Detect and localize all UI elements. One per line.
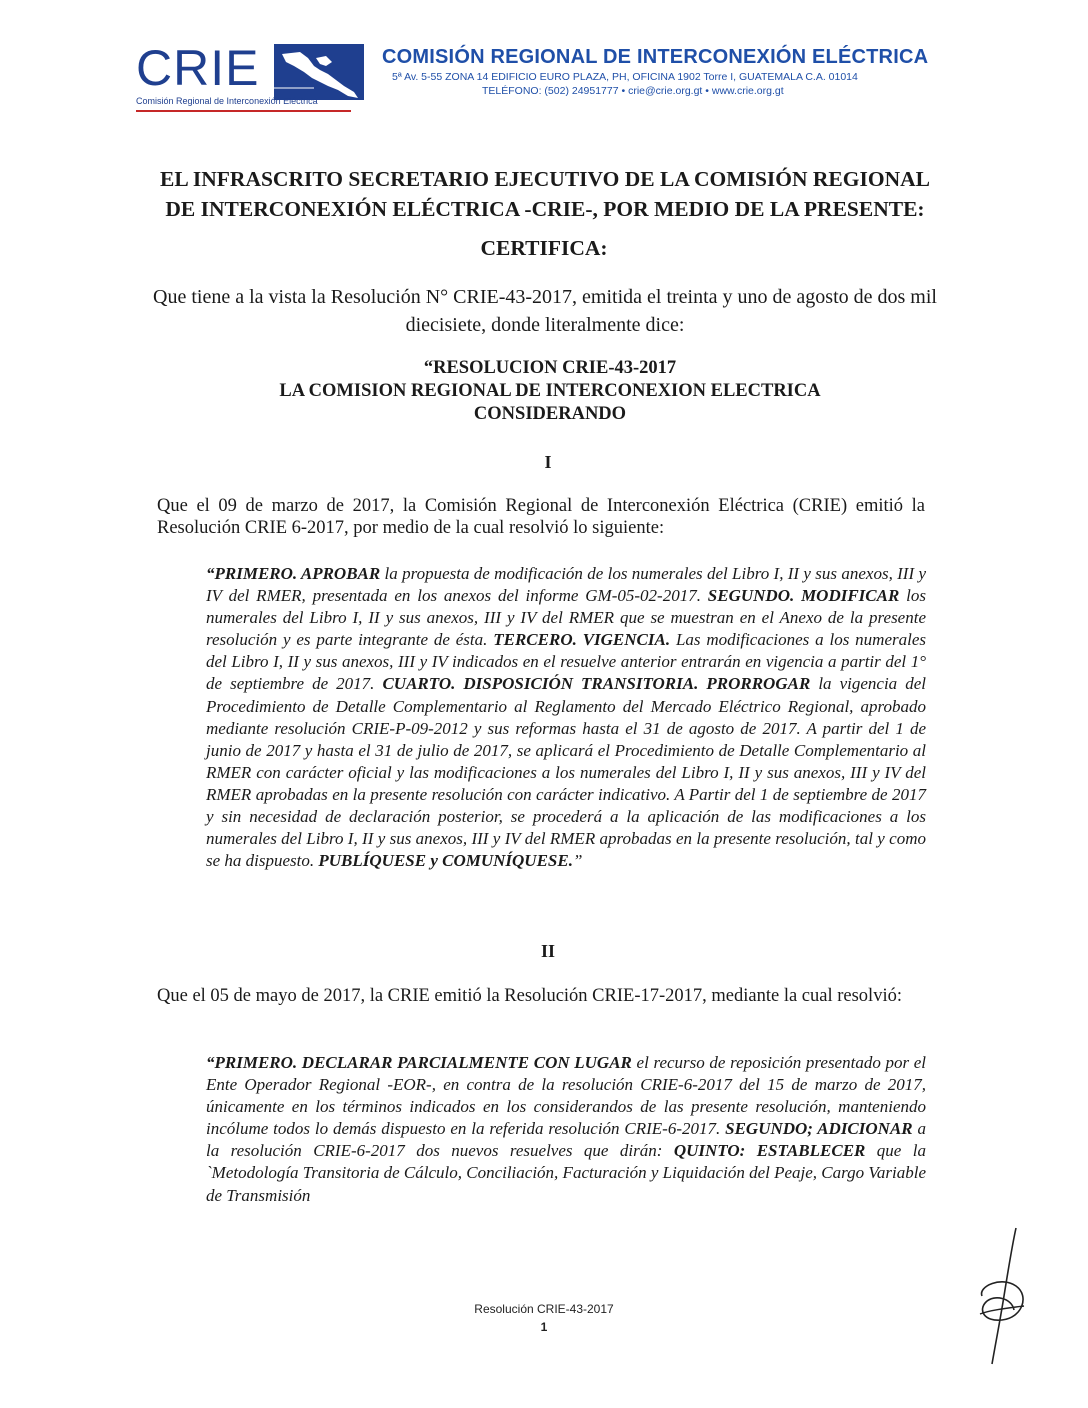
quote-bold: PUBLÍQUESE y COMUNÍQUESE.	[318, 851, 573, 871]
quote-text: los numerales del Libro I, II y sus anexos, III y IV del RMER que se muestran en el Anexo de la presente resolución y es parte integrante de ésta.	[206, 586, 927, 650]
quote-bold: “PRIMERO. APROBAR	[206, 564, 381, 583]
letterhead-info	[382, 46, 962, 97]
section-1-quote	[206, 563, 926, 872]
org-address: 5ª Av. 5-55 ZONA 14 EDIFICIO EURO PLAZA, PH, OFICINA 1902 Torre I, GUATEMALA C.A. 01014	[392, 71, 858, 83]
certifica-heading: CERTIFICA:	[480, 236, 608, 260]
quote-bold: SEGUNDO. MODIFICAR	[707, 586, 900, 606]
quote-bold: QUINTO: ESTABLECER	[673, 1141, 866, 1161]
logo-subtitle: Comisión Regional de Interconexión Eléctrica	[136, 96, 318, 106]
crie-logo	[136, 42, 368, 114]
section-numeral-1: I	[544, 452, 552, 472]
quote-bold: TERCERO. VIGENCIA.	[493, 630, 671, 650]
central-america-map-icon	[274, 44, 364, 100]
quote-text: que la `Metodología Transitoria de Cálculo, Conciliación, Facturación y Liquidación del Peaje, Cargo Variable de Transmisión	[206, 1141, 926, 1205]
commission-name: LA COMISION REGIONAL DE INTERCONEXION ELECTRICA	[279, 381, 821, 401]
considerando-label: CONSIDERANDO	[473, 404, 627, 424]
logo-underline	[136, 110, 351, 112]
quote-text: el recurso de reposición presentado por el Ente Operador Regional -EOR-, en contra de la resolución CRIE-6-2017 del 15 de marzo de 2017, únicamente en los términos indicados en los considerandos de las presente resolución, manteniendo incólume todos lo demás dispuesto en la referida resolución CRIE-6-2017.	[206, 1053, 927, 1139]
intro-paragraph: Que tiene a la vista la Resolución N° CRIE-43-2017, emitida el treinta y uno de agosto de dos mil diecisiete, donde literalmente dice:	[153, 286, 937, 336]
quote-bold: SEGUNDO; ADICIONAR	[725, 1119, 913, 1139]
quote-text: la propuesta de modificación de los numerales del Libro I, II y sus anexos, III y IV del RMER, presentada en los anexos del informe GM-05-02-2017.	[206, 564, 926, 606]
section-2-paragraph: Que el 05 de mayo de 2017, la CRIE emitió la Resolución CRIE-17-2017, mediante la cual resolvió:	[157, 986, 902, 1006]
footer-reference: Resolución CRIE-43-2017	[474, 1302, 614, 1316]
section-numeral-2: II	[540, 941, 555, 961]
section-1-paragraph: Que el 09 de marzo de 2017, la Comisión Regional de Interconexión Eléctrica (CRIE) emitió la Resolución CRIE 6-2017, por medio de la cual resolvió lo siguiente:	[157, 496, 925, 538]
quote-text: a la resolución CRIE-6-2017 dos nuevos resuelves que dirán:	[206, 1119, 926, 1161]
quote-bold: CUARTO. DISPOSICIÓN TRANSITORIA. PRORROGAR	[382, 674, 811, 694]
resolution-number: “RESOLUCION CRIE-43-2017	[423, 358, 677, 378]
org-contact: TELÉFONO: (502) 24951777 • crie@crie.org.gt • www.crie.org.gt	[482, 85, 784, 97]
handwritten-signature	[972, 1226, 1032, 1366]
page-number: 1	[540, 1320, 548, 1334]
logo-text: CRIE	[136, 40, 260, 96]
section-2-quote	[206, 1052, 926, 1207]
resolution-heading	[190, 357, 910, 426]
quote-text: la vigencia del Procedimiento de Detalle Complementario al Reglamento del Mercado Eléctrico Regional, aprobado mediante resolución CRIE-P-09-2012 y sus reformas hasta el 31 de agosto de 2017. A partir del 1 de junio de 2017 y hasta el 31 de julio de 2017, se aplicará el Procedimiento de Detalle Complementario al RMER con carácter oficial y las modificaciones a los numerales del Libro I, II y sus anexos, III y IV del RMER aprobadas en la presente resolución con carácter indicativo. A Partir del 1 de septiembre de 2017 y sin necesidad de declaración posterior, se procederá a la aplicación de las modificaciones a los numerales del Libro I, II y sus anexos, III y IV del RMER aprobadas en la presente resolución, tal y como se ha dispuesto.	[206, 674, 926, 871]
quote-text: ”	[572, 851, 583, 871]
org-name: COMISIÓN REGIONAL DE INTERCONEXIÓN ELÉCTRICA	[382, 46, 929, 68]
quote-bold: “PRIMERO. DECLARAR PARCIALMENTE CON LUGAR	[206, 1053, 632, 1072]
quote-text: Las modificaciones a los numerales del Libro I, II y sus anexos, III y IV indicados en el resuelve anterior entrarán en vigencia a partir del 1° de septiembre de 2017.	[206, 630, 926, 694]
certificate-heading: EL INFRASCRITO SECRETARIO EJECUTIVO DE LA COMISIÓN REGIONAL DE INTERCONEXIÓN ELÉCTRICA -CRIE-, POR MEDIO DE LA PRESENTE:	[160, 167, 930, 221]
